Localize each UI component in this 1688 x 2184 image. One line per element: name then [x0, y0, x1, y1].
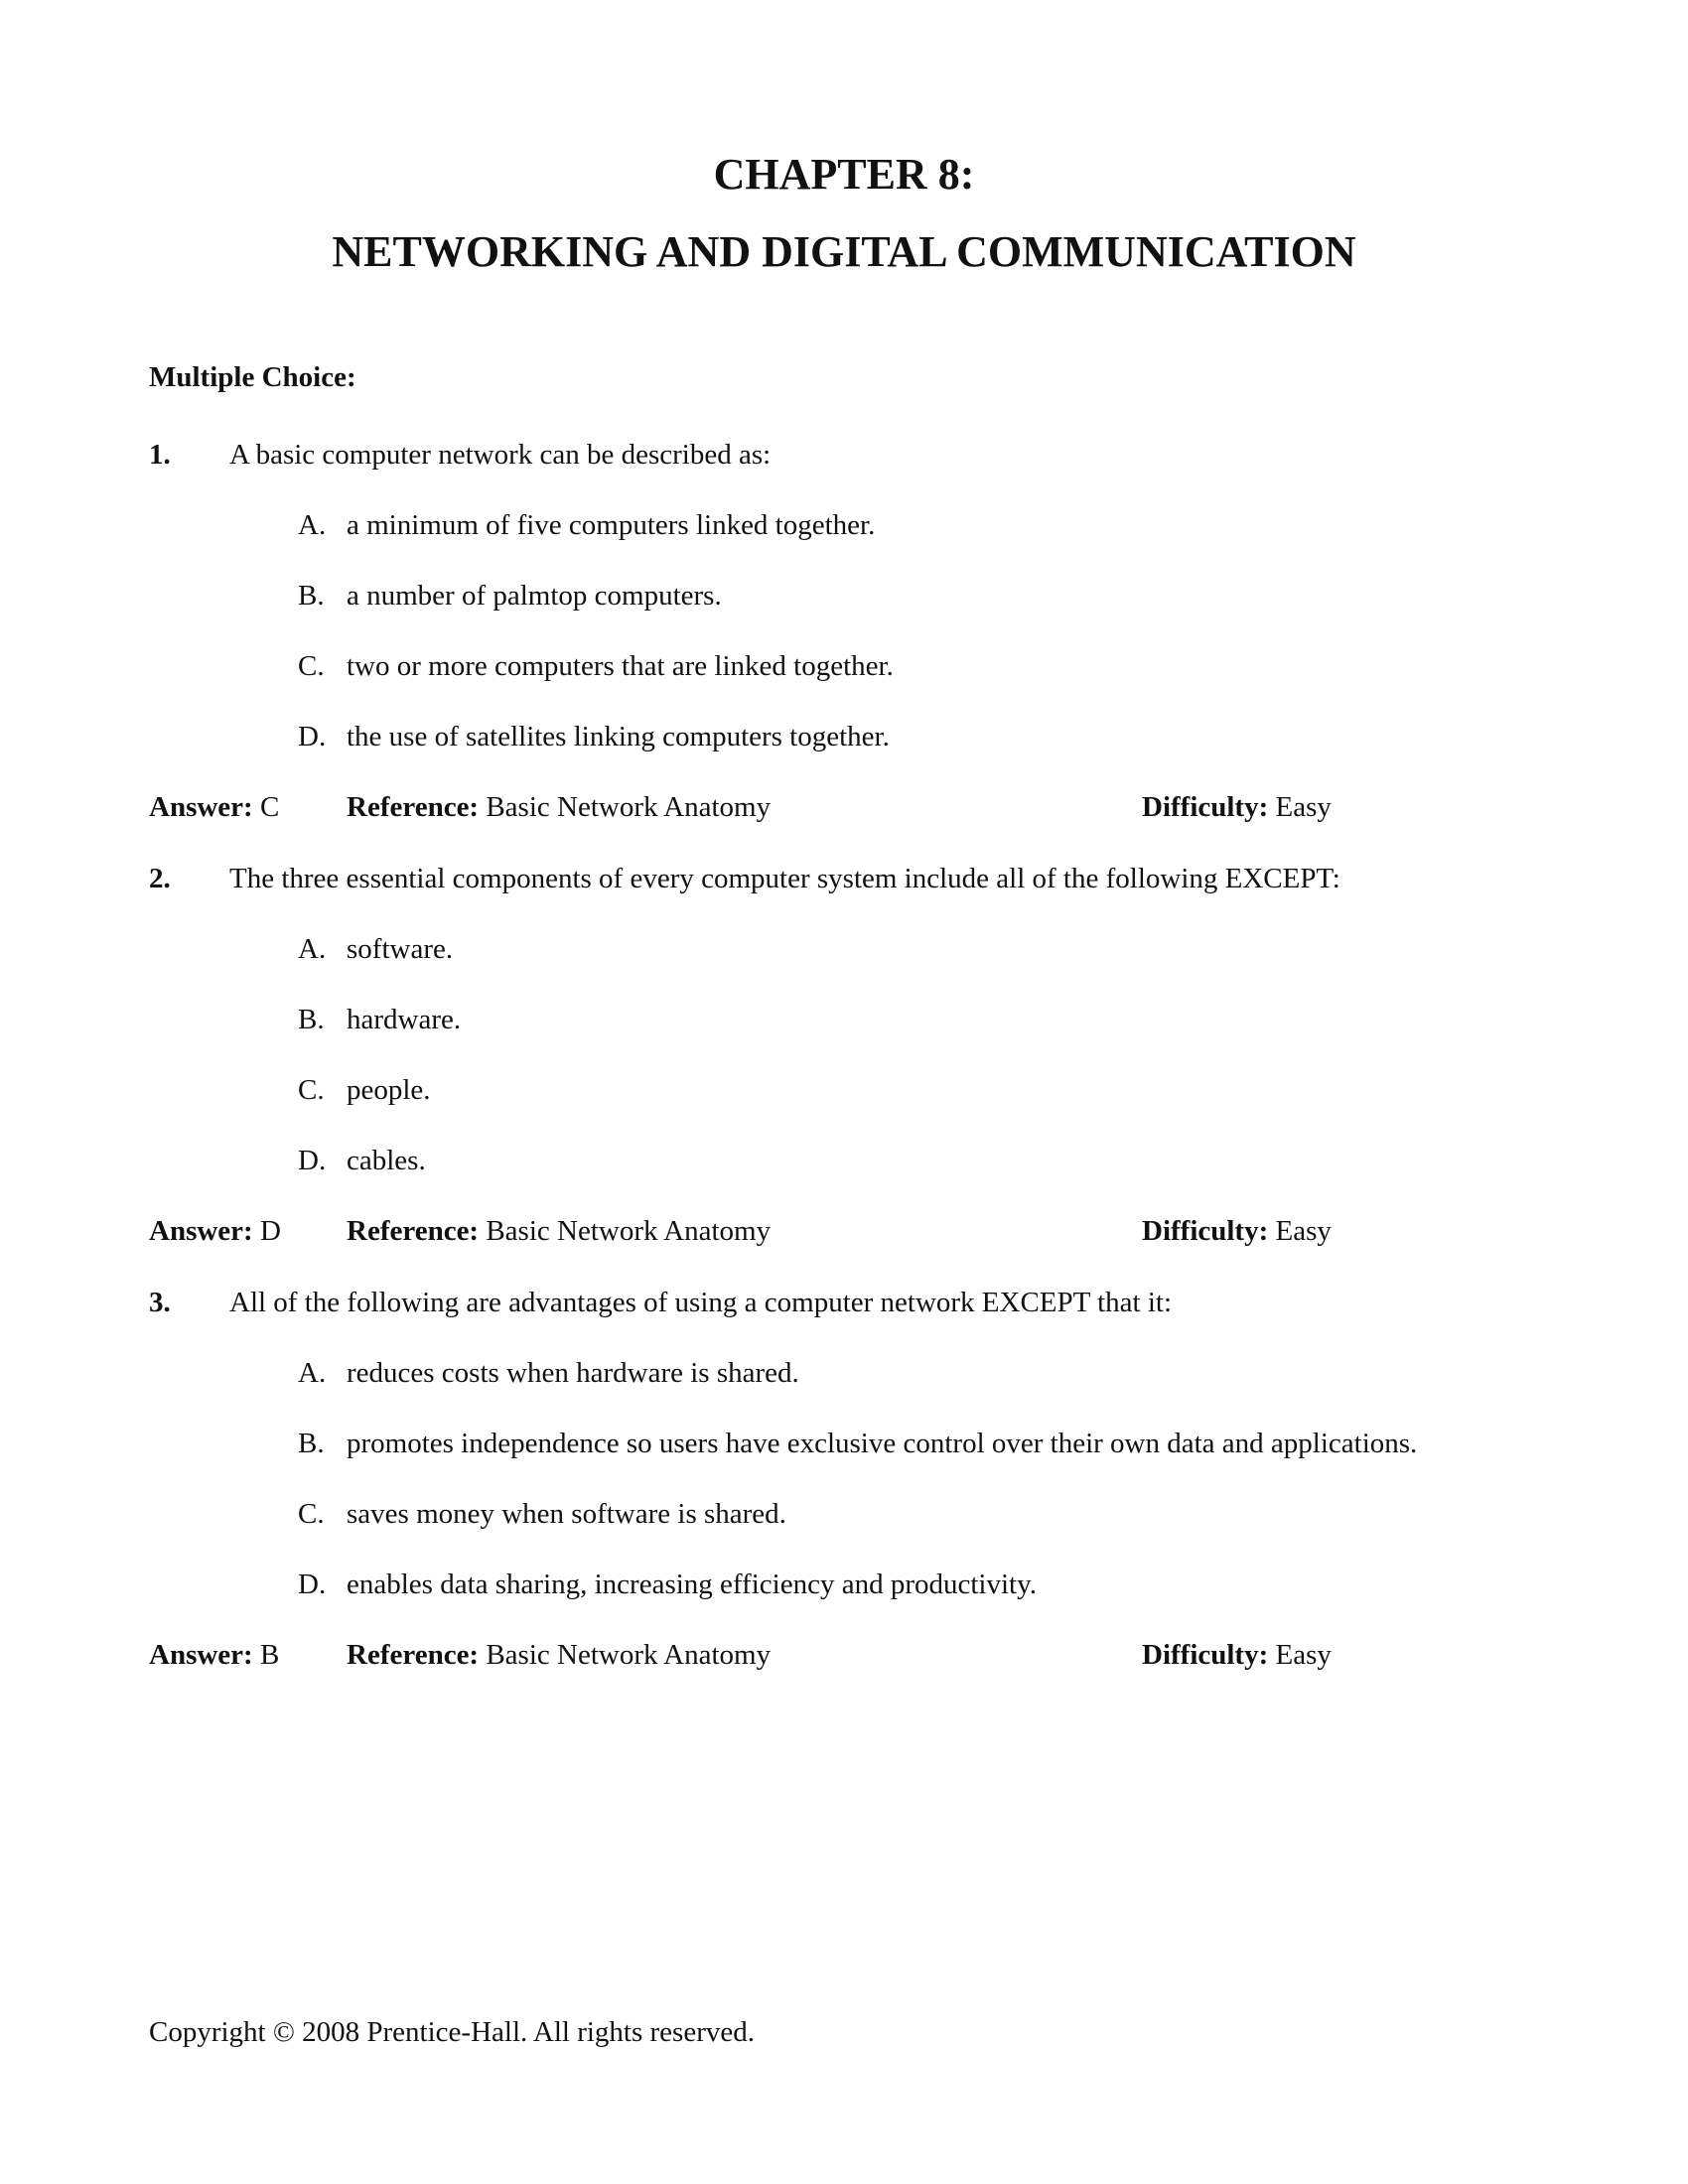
answer-label: Answer:	[149, 1215, 253, 1247]
difficulty-value: Easy	[1275, 1639, 1332, 1671]
option-letter: A.	[298, 933, 327, 965]
reference-label: Reference:	[347, 1215, 480, 1247]
option-text: promotes independence so users have exclusive control over their own data and applications.	[347, 1428, 1418, 1459]
chapter-title: NETWORKING AND DIGITAL COMMUNICATION	[332, 227, 1356, 276]
option-text: enables data sharing, increasing efficiency and productivity.	[347, 1569, 1037, 1600]
question-text: All of the following are advantages of using a computer network EXCEPT that it:	[229, 1287, 1172, 1318]
option-text: two or more computers that are linked together.	[347, 650, 894, 682]
reference-line	[347, 793, 771, 822]
answer-line	[149, 793, 279, 822]
option-letter: B.	[298, 580, 325, 612]
difficulty-line	[1142, 793, 1332, 822]
reference-value: Basic Network Anatomy	[486, 791, 772, 823]
difficulty-value: Easy	[1275, 1215, 1332, 1247]
reference-label: Reference:	[347, 791, 480, 823]
question-number: 3.	[149, 1287, 171, 1318]
option-text: a minimum of five computers linked together.	[347, 509, 876, 541]
question-number: 2.	[149, 863, 171, 894]
answer-line	[149, 1217, 281, 1246]
answer-value: C	[259, 791, 280, 823]
reference-value: Basic Network Anatomy	[486, 1215, 772, 1247]
option-letter: C.	[298, 650, 325, 682]
difficulty-label: Difficulty:	[1142, 791, 1269, 823]
answer-label: Answer:	[149, 1639, 253, 1671]
copyright-footer: Copyright © 2008 Prentice-Hall. All rights reserved.	[149, 2016, 755, 2048]
reference-line	[347, 1641, 771, 1670]
option-text: saves money when software is shared.	[347, 1498, 786, 1530]
difficulty-value: Easy	[1275, 791, 1332, 823]
option-text: reduces costs when hardware is shared.	[347, 1357, 799, 1389]
option-text: a number of palmtop computers.	[347, 580, 722, 612]
option-text: cables.	[347, 1145, 426, 1176]
reference-value: Basic Network Anatomy	[486, 1639, 772, 1671]
difficulty-label: Difficulty:	[1142, 1639, 1269, 1671]
option-letter: B.	[298, 1428, 325, 1459]
option-letter: D.	[298, 721, 327, 752]
option-text: hardware.	[347, 1004, 462, 1035]
section-heading: Multiple Choice:	[149, 361, 356, 393]
option-letter: B.	[298, 1004, 325, 1035]
difficulty-label: Difficulty:	[1142, 1215, 1269, 1247]
difficulty-line	[1142, 1217, 1332, 1246]
reference-line	[347, 1217, 771, 1246]
option-letter: A.	[298, 509, 327, 541]
option-letter: C.	[298, 1074, 325, 1106]
question-text: The three essential components of every computer system include all of the following EXCEPT:	[229, 863, 1340, 894]
option-letter: D.	[298, 1145, 327, 1176]
difficulty-line	[1142, 1641, 1332, 1670]
answer-value: B	[259, 1639, 280, 1671]
question-text: A basic computer network can be described as:	[229, 439, 772, 471]
option-text: people.	[347, 1074, 431, 1106]
answer-value: D	[259, 1215, 281, 1247]
option-letter: C.	[298, 1498, 325, 1530]
reference-label: Reference:	[347, 1639, 480, 1671]
option-letter: A.	[298, 1357, 327, 1389]
option-letter: D.	[298, 1569, 327, 1600]
option-text: software.	[347, 933, 454, 965]
answer-line	[149, 1641, 279, 1670]
answer-label: Answer:	[149, 791, 253, 823]
question-number: 1.	[149, 439, 171, 471]
chapter-number: CHAPTER 8:	[713, 150, 975, 199]
option-text: the use of satellites linking computers together.	[347, 721, 890, 752]
